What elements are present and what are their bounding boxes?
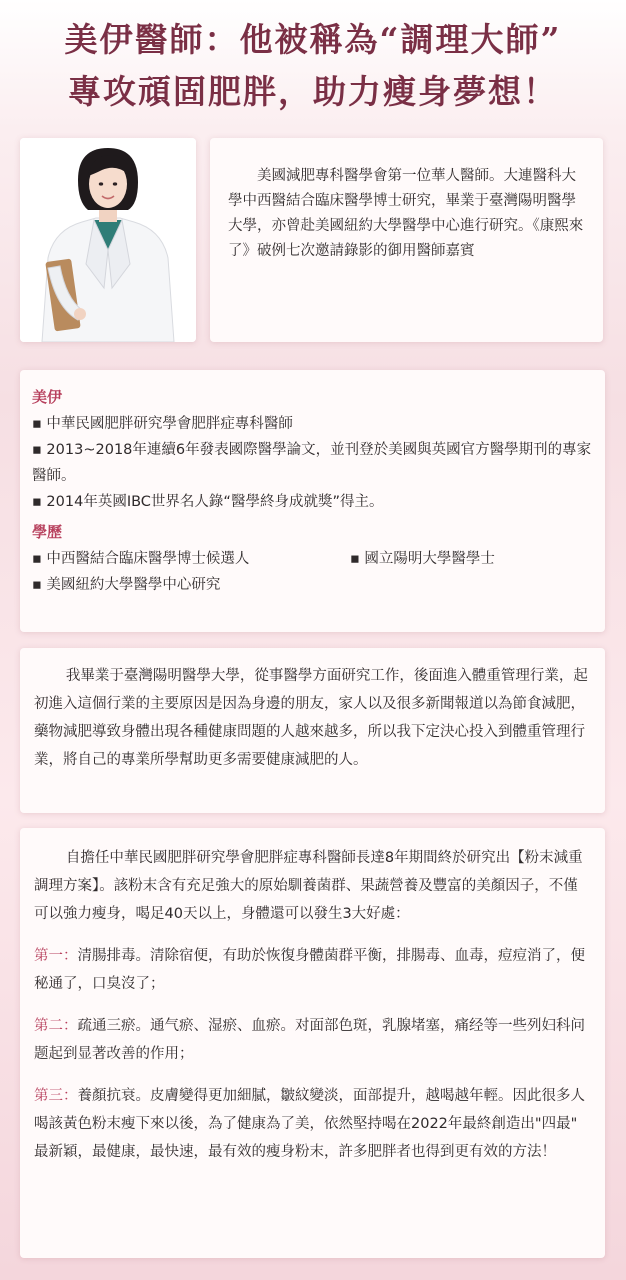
plan-intro: 自擔任中華民國肥胖研究學會肥胖症專科醫師長達8年期間終於研究出【粉末減重調理方案】。該粉末含有充足強大的原始馴養菌群、果蔬營養及豐富的美顏因子，不僅可以強力瘦身，喝足40天以上，身體還可以發生3大好處： [34, 850, 583, 922]
education-title: 學歷 [32, 523, 63, 541]
credential-item: ▪ 2013~2018年連續6年發表國際醫學論文，並刊登於美國與英國官方醫學期刊的專家醫師。 [32, 442, 592, 484]
credential-item: ▪ 中華民國肥胖研究學會肥胖症專科醫師 [32, 416, 293, 432]
benefit-two-text: 疏通三瘀。通气瘀、湿瘀、血瘀。对面部色斑，乳腺堵塞，痛经等一些列妇科问题起到显著改善的作用； [34, 1018, 585, 1062]
benefit-three [34, 1082, 592, 1166]
benefit-three-label: 第三： [34, 1088, 78, 1104]
benefit-two-label: 第二： [34, 1018, 78, 1034]
plan-card [20, 828, 605, 1258]
education-item: ▪ 中西醫結合臨床醫學博士候選人 [32, 551, 250, 567]
headline-line-2: 專攻頑固肥胖，助力瘦身夢想！ [68, 72, 558, 111]
headline-line-1: 美伊醫師：他被稱為“調理大師” [64, 20, 562, 59]
education-item: ▪ 國立陽明大學醫學士 [350, 551, 495, 567]
benefit-three-text: 養顏抗衰。皮膚變得更加細膩，皺紋變淡，面部提升，越喝越年輕。因此很多人喝該黃色粉末瘦下來以後，為了健康為了美，依然堅持喝在2022年最終創造出"四最" 最新穎，最健康，最快速，最有效的瘦身粉末，許多肥胖者也得到更有效的方法！ [34, 1088, 585, 1160]
education-item: ▪ 美國紐約大學醫學中心研究 [32, 577, 221, 593]
doctor-portrait [20, 138, 196, 342]
credentials-card [20, 370, 605, 632]
story-text: 我畢業于臺灣陽明醫學大學，從事醫學方面研究工作，後面進入體重管理行業，起初進入這個行業的主要原因是因為身邊的朋友，家人以及很多新聞報道以為節食減肥，藥物減肥導致身體出現各種健康問題的人越來越多，所以我下定決心投入到體重管理行業，將自己的專業所學幫助更多需要健康減肥的人。 [34, 668, 588, 768]
credential-item: ▪ 2014年英國IBC世界名人錄“醫學終身成就獎”得主。 [32, 494, 384, 510]
doctor-name-title: 美伊 [32, 388, 63, 406]
bio-text: 美國減肥專科醫學會第一位華人醫師。大連醫科大學中西醫結合臨床醫學博士研究，畢業于臺灣陽明醫學大學，亦曾赴美國紐約大學醫學中心進行研究。《康熙來了》破例七次邀請錄影的御用醫師嘉賓 [228, 168, 584, 259]
bio-card [210, 138, 603, 342]
story-card [20, 648, 605, 813]
benefit-one-label: 第一： [34, 948, 78, 964]
page-headline [0, 14, 626, 118]
doctor-photo-card [20, 138, 196, 342]
benefit-one [34, 942, 592, 998]
benefit-two [34, 1012, 592, 1068]
benefit-one-text: 清腸排毒。清除宿便，有助於恢復身體菌群平衡，排腸毒、血毒，痘痘消了，便秘通了，口臭沒了； [34, 948, 585, 992]
